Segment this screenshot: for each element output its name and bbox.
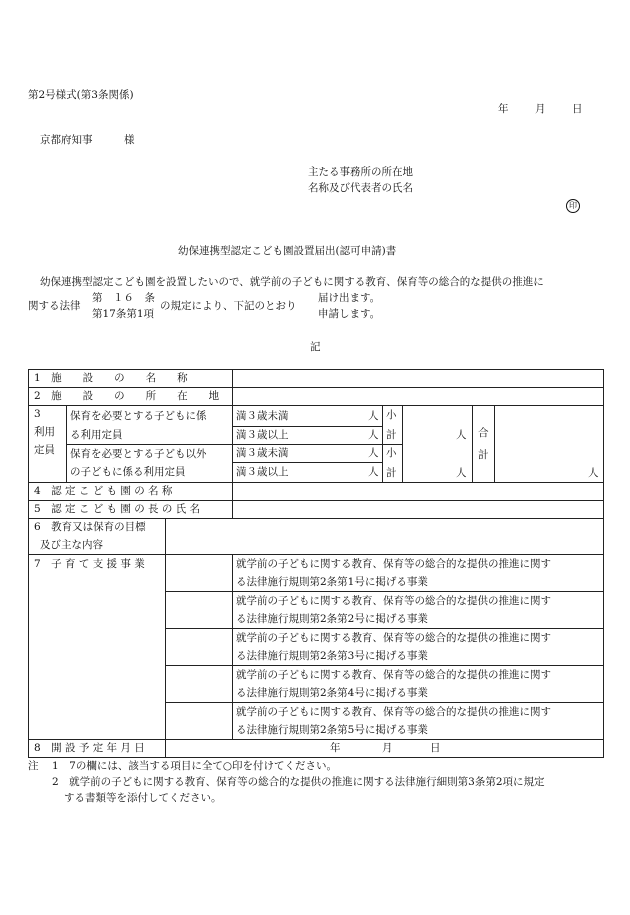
g1-over3-unit: 人 [368,429,379,441]
row2-facility-address-label: 2 施 設 の 所 在 地 [34,390,220,402]
date-year: 年 [498,103,509,115]
row8-year: 年 [330,742,341,754]
row7-item2-a: 就学前の子どもに関する教育、保育等の総合的な提供の推進に関す [236,595,551,607]
g2-over3: 満３歳以上 [236,466,289,478]
row7-item4-a: 就学前の子どもに関する教育、保育等の総合的な提供の推進に関す [236,669,551,681]
g2-over3-unit: 人 [368,466,379,478]
notes-label: 注 [28,760,39,772]
row7-item1-a: 就学前の子どもに関する教育、保育等の総合的な提供の推進に関す [236,558,551,570]
total-a: 合 [478,427,489,439]
row3-label-b: 定員 [34,444,55,456]
group2-label-a: 保育を必要とする子ども以外 [70,448,207,460]
total-b: 計 [478,449,489,461]
row4-kodomoen-name-label: 4 認 定 こ ど も 園 の 名 称 [34,485,173,497]
addressee-suffix: 様 [124,134,135,146]
row8-day: 日 [430,742,441,754]
row7-item2-b: る法律施行規則第2条第2号に掲げる事業 [236,613,428,625]
group1-label-b: る利用定員 [70,429,123,441]
document-title: 幼保連携型認定こども園設置届出(認可申請)書 [178,245,397,257]
note-2-b: する書類等を添付してください。 [64,792,222,804]
row5-head-name-label: 5 認 定 こ ど も 園 の 長 の 氏 名 [34,503,201,515]
intro-line2-a: 関する法律 [28,300,81,312]
row8-month: 月 [382,742,393,754]
total-unit: 人 [588,467,599,479]
row6-label-b: 及び主な内容 [40,539,103,551]
seal-mark: 印 [566,199,580,213]
row3-number: 3 [34,408,41,420]
date-month: 月 [535,103,546,115]
row7-item5-a: 就学前の子どもに関する教育、保育等の総合的な提供の推進に関す [236,706,551,718]
g2-subtotal-a: 小 [386,447,397,459]
article-bottom: 第17条第1項 [92,308,155,320]
intro-line1: 幼保連携型認定こども園を設置したいので、就学前の子どもに関する教育、保育等の総合的な提供の推進に [40,276,544,288]
intro-line2-b: の規定により、下記のとおり [160,300,297,312]
g1-over3: 満３歳以上 [236,429,289,441]
row8-opening-date-label: 8 開 設 予 定 年 月 日 [34,742,145,754]
rep-name-label: 名称及び代表者の氏名 [308,182,413,194]
g2-subtotal-unit: 人 [456,467,467,479]
group2-label-b: の子どもに係る利用定員 [70,466,186,478]
row7-item3-b: る法律施行規則第2条第3号に掲げる事業 [236,650,428,662]
g1-subtotal-b: 計 [386,429,397,441]
row1-facility-name-label: 1 施 設 の 名 称 [34,372,188,384]
row7-item3-a: 就学前の子どもに関する教育、保育等の総合的な提供の推進に関す [236,632,551,644]
ending-bottom: 申請します。 [318,308,381,320]
g1-under3-unit: 人 [368,410,379,422]
g2-under3: 満３歳未満 [236,447,289,459]
note-2-a: 2 就学前の子どもに関する教育、保育等の総合的な提供の推進に関する法律施行細則第3条第2項に規定 [52,776,545,788]
ki-label: 記 [310,341,321,353]
ending-top: 届け出ます。 [318,292,381,304]
date-day: 日 [572,103,583,115]
office-address-label: 主たる事務所の所在地 [308,166,413,178]
row3-label-a: 利用 [34,426,55,438]
form-number: 第2号様式(第3条関係) [28,89,134,101]
article-top: 第 １６ 条 [92,292,155,304]
row7-item1-b: る法律施行規則第2条第1号に掲げる事業 [236,576,428,588]
addressee: 京都府知事 [40,134,93,146]
row6-label-a: 6 教育又は保育の目標 [34,521,146,533]
g1-subtotal-a: 小 [386,409,397,421]
row7-childcare-support-label: 7 子 育 て 支 援 事 業 [34,558,145,570]
row7-item5-b: る法律施行規則第2条第5号に掲げる事業 [236,724,428,736]
group1-label-a: 保育を必要とする子どもに係 [70,410,207,422]
g2-under3-unit: 人 [368,447,379,459]
note-1: 1 7の欄には、該当する項目に全て○印を付けてください。 [52,760,338,772]
g1-subtotal-unit: 人 [456,429,467,441]
row7-item4-b: る法律施行規則第2条第4号に掲げる事業 [236,687,428,699]
g2-subtotal-b: 計 [386,467,397,479]
g1-under3: 満３歳未満 [236,410,289,422]
